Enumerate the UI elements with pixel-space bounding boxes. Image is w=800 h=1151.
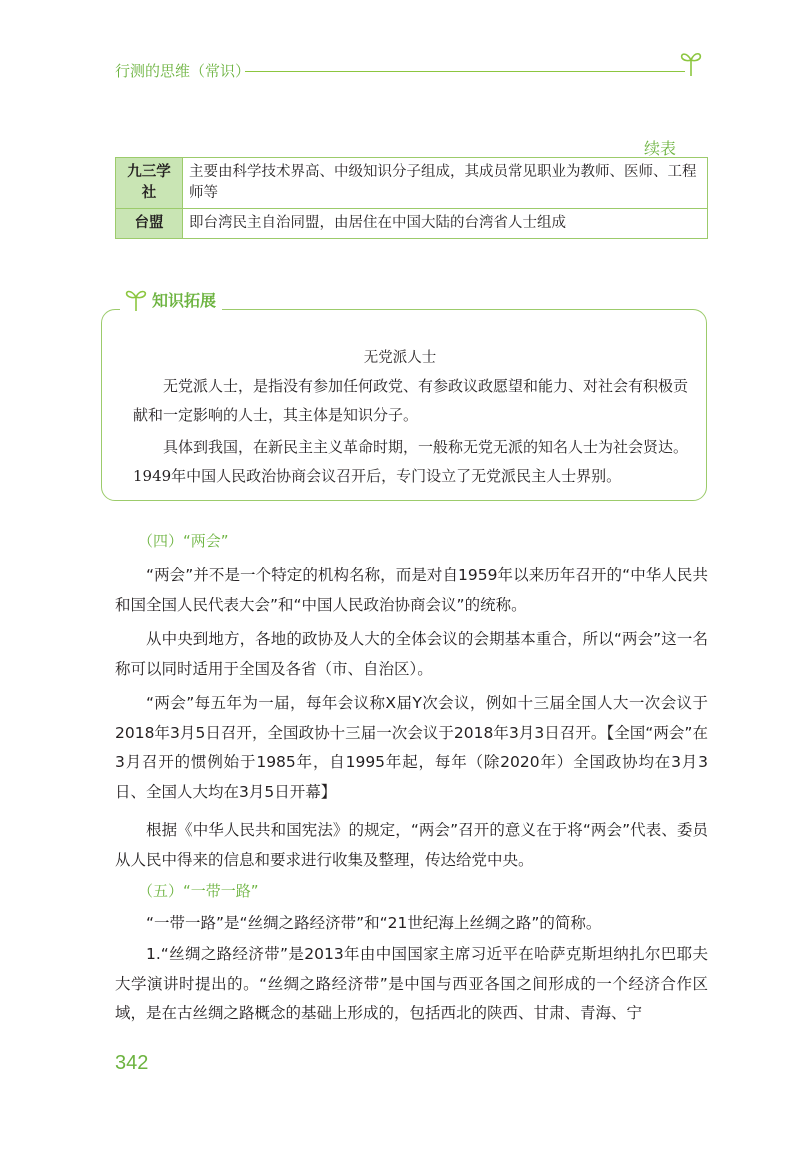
- sprout-icon: [124, 286, 148, 312]
- knowledge-paragraph: 具体到我国，在新民主主义革命时期，一般称无党无派的知名人士为社会贤达。1949年中国人民政治协商会议召开后，专门设立了无党派民主人士界别。: [133, 438, 689, 485]
- body-paragraph: 根据《中华人民共和国宪法》的规定，“两会”召开的意义在于将“两会”代表、委员从人民中得来的信息和要求进行收集及整理，传达给党中央。: [115, 821, 708, 869]
- section-heading: （四）“两会”: [138, 532, 229, 550]
- knowledge-paragraph: 无党派人士，是指没有参加任何政党、有参政议政愿望和能力、对社会有积极贡献和一定影响的人士，其主体是知识分子。: [133, 377, 689, 424]
- party-desc-cell: 主要由科学技术界高、中级知识分子组成，其成员常见职业为教师、医师、工程师等: [183, 158, 708, 209]
- continued-table-label: 续表: [644, 139, 677, 158]
- party-name-cell: 九三学社: [116, 158, 183, 209]
- running-header-title: 行测的思维（常识）: [115, 62, 251, 80]
- body-paragraph: 从中央到地方，各地的政协及人大的全体会议的会期基本重合，所以“两会”这一名称可以同时适用于全国及各省（市、自治区）。: [115, 630, 708, 678]
- sprout-icon: [678, 48, 704, 78]
- knowledge-box-label: [120, 286, 222, 312]
- party-name-cell: 台盟: [116, 209, 183, 239]
- section-heading: （五）“一带一路”: [138, 882, 259, 900]
- header-rule: [245, 71, 685, 72]
- body-paragraph: “一带一路”是“丝绸之路经济带”和“21世纪海上丝绸之路”的简称。: [146, 914, 602, 932]
- knowledge-title: 无党派人士: [363, 350, 437, 366]
- table-row: [116, 158, 708, 209]
- body-paragraph: 1.“丝绸之路经济带”是2013年由中国国家主席习近平在哈萨克斯坦纳扎尔巴耶夫大学演讲时提出的。“丝绸之路经济带”是中国与西亚各国之间形成的一个经济合作区域，是在古丝绸之路概念的基础上形成的，包括西北的陕西、甘肃、青海、宁: [115, 945, 708, 1022]
- page-number: 342: [115, 1052, 149, 1074]
- parties-table: [115, 157, 708, 239]
- table-row: [116, 209, 708, 239]
- body-paragraph: “两会”并不是一个特定的机构名称，而是对自1959年以来历年召开的“中华人民共和国全国人民代表大会”和“中国人民政治协商会议”的统称。: [115, 566, 708, 614]
- party-desc-cell: 即台湾民主自治同盟，由居住在中国大陆的台湾省人士组成: [183, 209, 708, 239]
- body-paragraph: “两会”每五年为一届，每年会议称X届Y次会议，例如十三届全国人大一次会议于2018年3月5日召开，全国政协十三届一次会议于2018年3月3日召开。【全国“两会”在3月召开的惯例始于1985年，自1995年起，每年（除2020年）全国政协均在3月3日、全国人大均在3月5日开幕】: [115, 694, 708, 801]
- knowledge-label-text: 知识拓展: [152, 290, 217, 310]
